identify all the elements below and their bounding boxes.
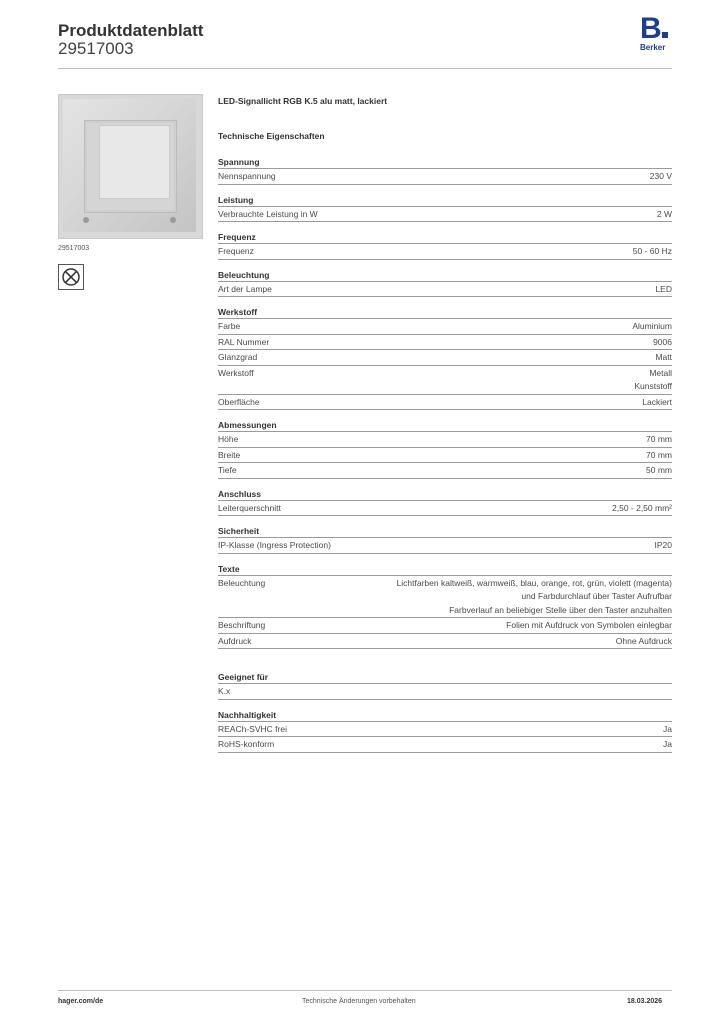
spec-key: Tiefe (218, 465, 237, 475)
logo-dot (662, 32, 668, 38)
spec-row (218, 576, 672, 619)
spec-group-title: Geeignet für (218, 671, 672, 684)
spec-key: Höhe (218, 434, 239, 444)
spec-row (218, 538, 672, 554)
product-title: LED-Signallicht RGB K.5 alu matt, lackiert (218, 96, 388, 106)
logo-brand: Berker (640, 43, 666, 52)
spec-group (218, 419, 672, 479)
spec-value-line: 50 - 60 Hz (632, 246, 672, 256)
berker-logo (640, 12, 674, 53)
spec-value (633, 245, 672, 259)
spec-value (634, 367, 672, 394)
spec-value-line: Ohne Aufdruck (615, 635, 672, 646)
spec-key: Beschriftung (218, 620, 266, 630)
spec-key: Oberfläche (218, 396, 260, 407)
spec-row (218, 618, 672, 634)
spec-row (218, 366, 672, 395)
spec-key: K.x (218, 686, 231, 696)
spec-value (397, 577, 672, 618)
spec-key: Nennspannung (218, 171, 276, 181)
spec-key: Glanzgrad (218, 352, 258, 362)
article-number: 29517003 (58, 39, 134, 58)
lamp-symbol-icon (58, 264, 84, 290)
spec-row (218, 335, 672, 351)
spec-row (218, 432, 672, 448)
spec-value-line: und Farbdurchlauf über Taster Aufrufbar (521, 591, 672, 601)
spec-row (218, 319, 672, 335)
spec-row (218, 737, 672, 753)
spec-value (612, 502, 672, 516)
spec-group-title: Leistung (218, 194, 672, 207)
spec-value (663, 738, 672, 752)
spec-group-title: Texte (218, 563, 672, 576)
footer-note: Technische Änderungen vorbehalten (302, 998, 416, 1005)
spec-value-line: LED (655, 283, 672, 294)
spec-value-line: 9006 (653, 336, 672, 347)
spec-key: Beleuchtung (218, 577, 266, 588)
spec-value (655, 539, 673, 553)
spec-key: Frequenz (218, 246, 254, 256)
spec-row (218, 169, 672, 185)
spec-group-title: Sicherheit (218, 525, 672, 538)
spec-value (632, 320, 672, 334)
spec-row (218, 350, 672, 366)
spec-row (218, 207, 672, 223)
spec-group (218, 563, 672, 650)
spec-group (218, 194, 672, 223)
spec-group-title: Nachhaltigkeit (218, 709, 672, 722)
spec-group (218, 306, 672, 410)
spec-value-line: 230 V (649, 171, 672, 181)
spec-value (657, 208, 672, 222)
spec-group-title: Frequenz (218, 231, 672, 244)
spec-key: Leiterquerschnitt (218, 502, 281, 513)
section-title: Technische Eigenschaften (218, 131, 325, 141)
spec-group (218, 488, 672, 517)
spec-value (616, 635, 672, 649)
header-divider (58, 68, 672, 69)
spec-value-line: Metall (649, 367, 672, 378)
spec-group-title: Werkstoff (218, 306, 672, 319)
spec-value-line: Farbverlauf an beliebiger Stelle über den Taster anzuhalten (449, 604, 672, 615)
product-image (58, 94, 203, 239)
spec-row (218, 722, 672, 738)
spec-value-line: 50 mm (646, 465, 672, 475)
spec-key: REACh-SVHC frei (218, 723, 287, 734)
spec-row (218, 395, 672, 411)
signal-lens (99, 125, 170, 199)
footer-website[interactable]: hager.com/de (58, 998, 104, 1005)
spec-value-line: Folien mit Aufdruck von Symbolen einlegbar (506, 620, 672, 630)
spec-value-line: Lichtfarben kaltweiß, warmweiß, blau, orange, rot, grün, violett (magenta) (396, 577, 672, 588)
spec-key: IP-Klasse (Ingress Protection) (218, 540, 331, 550)
spec-group (218, 525, 672, 554)
spec-value (506, 619, 672, 633)
spec-key: Verbrauchte Leistung in W (218, 208, 318, 219)
spec-value (646, 464, 672, 478)
spec-group-title: Anschluss (218, 488, 672, 501)
spec-row (218, 463, 672, 479)
screw-slot (83, 217, 89, 223)
spec-row (218, 244, 672, 260)
spec-key: RAL Nummer (218, 336, 270, 347)
spec-group (218, 709, 672, 753)
spec-key: Breite (218, 449, 241, 460)
spec-value-line: 2 W (656, 208, 672, 219)
spec-row (218, 684, 672, 700)
screw-slot (170, 217, 176, 223)
frame-plate (63, 99, 196, 232)
spec-value-line: Ja (663, 739, 672, 749)
spec-value-line: Matt (655, 352, 672, 362)
page-title: Produktdatenblatt (58, 21, 204, 40)
spec-row (218, 501, 672, 517)
spec-group-title: Beleuchtung (218, 269, 672, 282)
spec-value (663, 723, 672, 737)
spec-value (646, 433, 672, 447)
spec-key: RoHS-konform (218, 739, 275, 749)
spec-value-line: Ja (663, 723, 672, 734)
spec-key: Aufdruck (218, 635, 252, 646)
spec-value-line: 70 mm (646, 434, 672, 444)
spec-value-line: Aluminium (632, 321, 672, 331)
spec-value-line: Kunststoff (634, 381, 672, 391)
spec-group (218, 671, 672, 700)
spec-value-line: 70 mm (646, 449, 672, 460)
spec-value (650, 170, 672, 184)
spec-row (218, 634, 672, 650)
spec-value (642, 396, 672, 410)
spec-value (655, 351, 672, 365)
footer-divider (58, 990, 672, 991)
spec-key: Farbe (218, 321, 241, 331)
spec-table (218, 156, 672, 753)
logo-letter: B (640, 12, 661, 45)
footer-date: 18.03.2026 (627, 998, 663, 1005)
spec-row (218, 282, 672, 298)
spec-key: Art der Lampe (218, 283, 272, 294)
spec-value-line: IP20 (654, 540, 672, 550)
spec-value (653, 336, 672, 350)
spec-value-line: 2,50 - 2,50 mm² (612, 502, 672, 513)
spec-key: Werkstoff (218, 367, 254, 378)
image-caption: 29517003 (58, 245, 90, 252)
spec-row (218, 448, 672, 464)
spec-value (646, 449, 672, 463)
spec-group (218, 269, 672, 298)
spec-value (655, 283, 672, 297)
spec-group-title: Abmessungen (218, 419, 672, 432)
spec-group (218, 231, 672, 260)
spec-value-line: Lackiert (642, 396, 672, 407)
spec-group (218, 156, 672, 185)
spec-group-title: Spannung (218, 156, 672, 169)
